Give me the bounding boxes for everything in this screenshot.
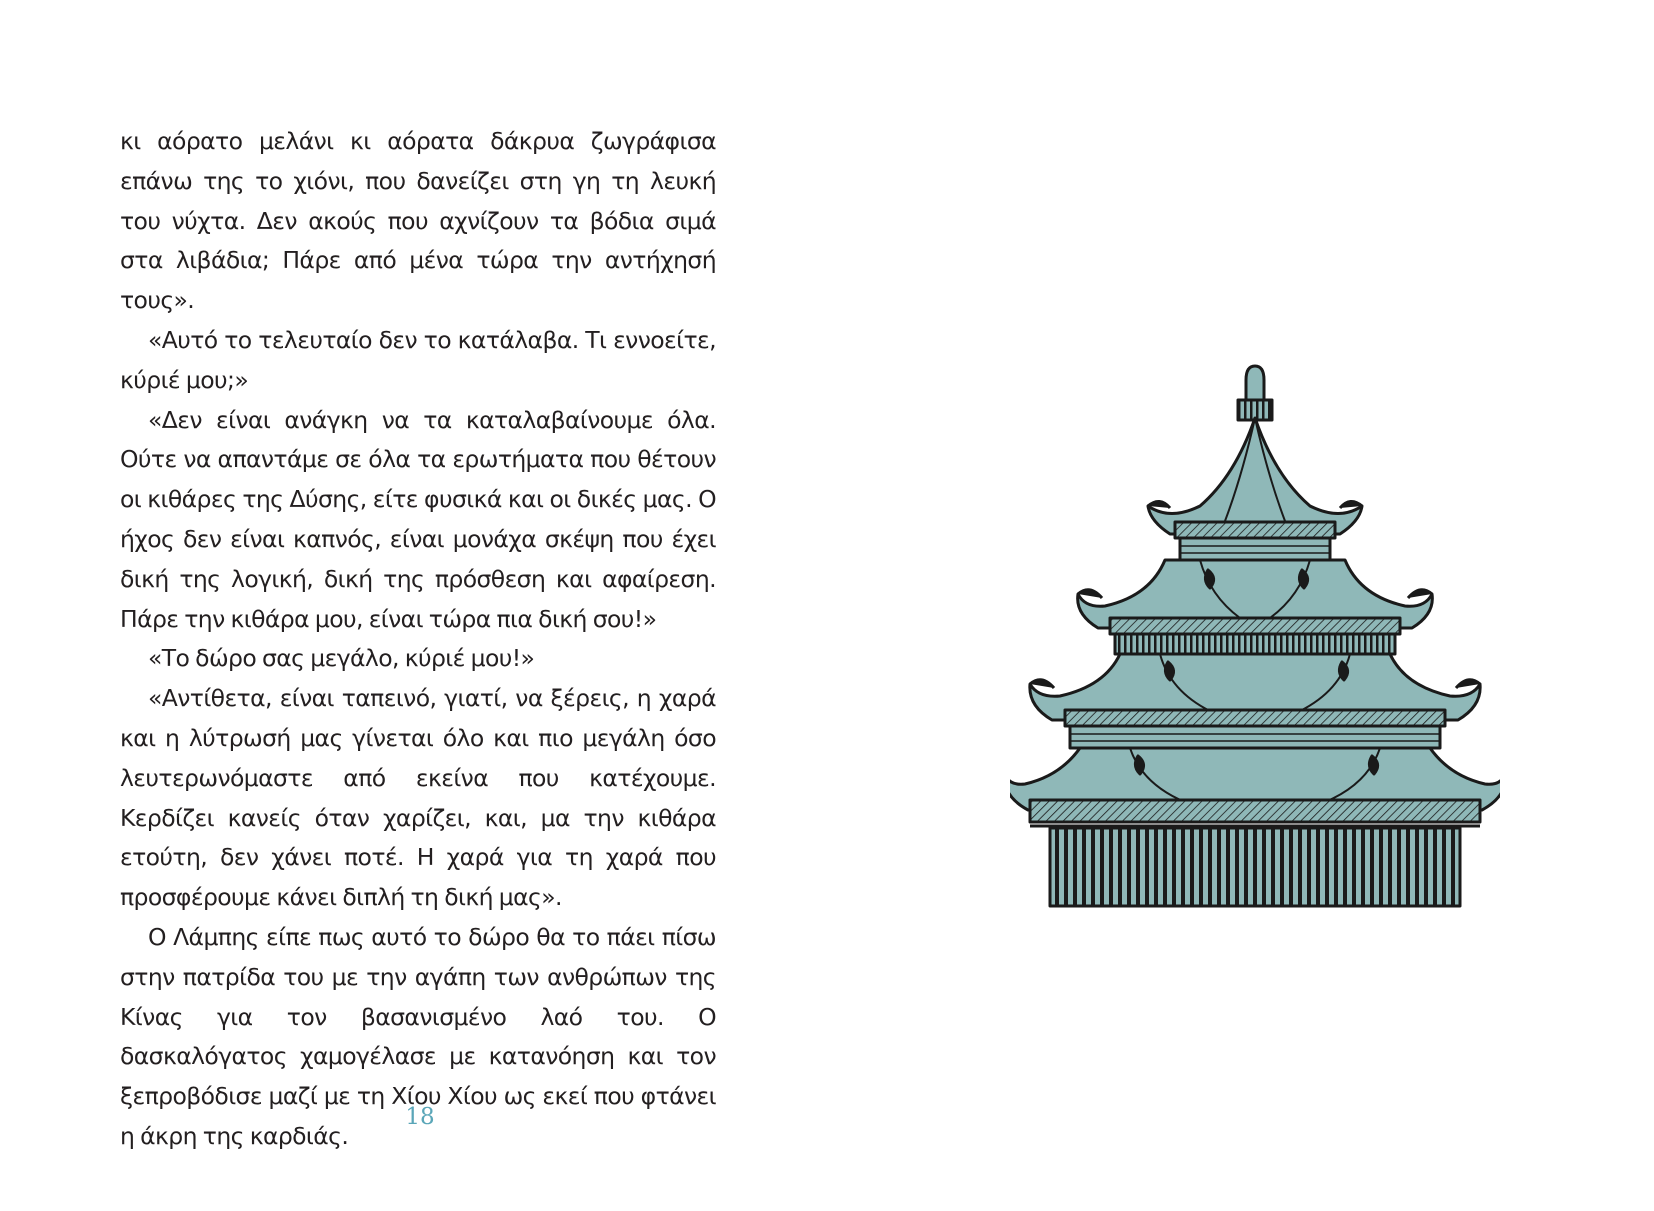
paragraph-2: «Αυτό το τελευταίο δεν το κατάλαβα. Τι εννοείτε, κύριέ μου;»: [120, 325, 716, 394]
paragraph-1: κι αόρατο μελάνι κι αόρατα δάκρυα ζωγράφισα επάνω της το χιόνι, που δανείζει στη γη τη λευκή του νύχτα. Δεν ακούς που αχνίζουν τα βόδια σιμά στα λιβάδια; Πάρε από μένα τώρα την αντήχησή τους».: [120, 127, 716, 315]
paragraph-5: «Αντίθετα, είναι ταπεινό, γιατί, να ξέρεις, η χαρά και η λύτρωσή μας γίνεται όλο και πιο μεγάλη όσο λευτερωνόμαστε από εκείνα που κατέχουμε. Κερδίζει κανείς όταν χαρίζει, και, μα την κιθάρα ετούτη, δεν χάνει ποτέ. Η χαρά για τη χαρά που προσφέρουμε κάνει διπλή τη δική μας».: [120, 684, 716, 912]
paragraph-3: «Δεν είναι ανάγκη να τα καταλαβαίνουμε όλα. Ούτε να απαντάμε σε όλα τα ερωτήματα που θέτουν οι κιθάρες της Δύσης, είτε φυσικά και οι δικές μας. Ο ήχος δεν είναι καπνός, είναι μονάχα σκέψη που έχει δική της λογική, δική της πρόσθεση και αφαίρεση. Πάρε την κιθάρα μου, είναι τώρα πια δική σου!»: [120, 405, 716, 633]
pagoda-icon: [1010, 356, 1500, 956]
paragraph-6: Ο Λάμπης είπε πως αυτό το δώρο θα το πάει πίσω στην πατρίδα του με την αγάπη των ανθρώπων της Κίνας για τον βασανισμένο λαό του. Ο δασκαλόγατος χαμογέλασε με κατανόηση και τον ξεπροβόδισε μαζί με τη Χίου Χίου ως εκεί που φτάνει η άκρη της καρδιάς.: [120, 922, 716, 1150]
page-number: 18: [405, 1104, 435, 1130]
left-page-text: [120, 122, 716, 1157]
paragraph-4: «Το δώρο σας μεγάλο, κύριέ μου!»: [148, 644, 535, 673]
